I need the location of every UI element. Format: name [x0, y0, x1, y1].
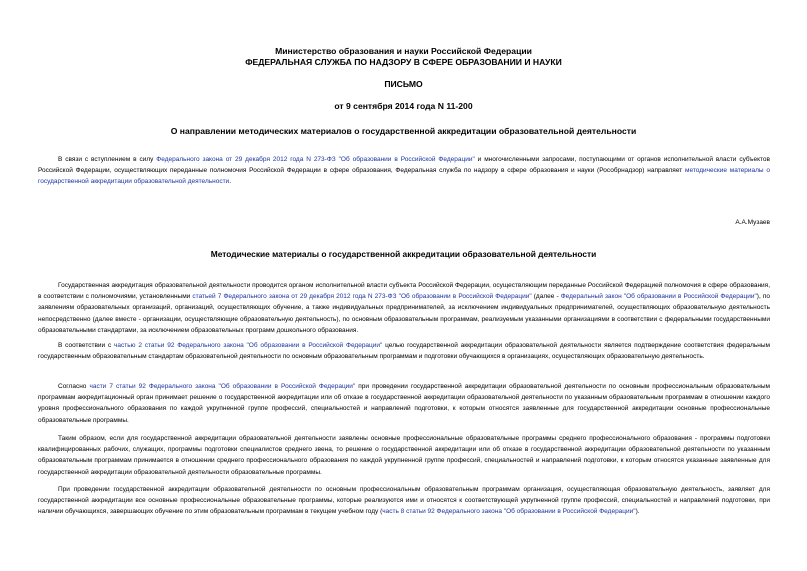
article-92-part-7-link[interactable]: части 7 статьи 92 Федерального закона "Об образовании в Российской Федерации"	[89, 383, 356, 390]
text-span: (далее -	[531, 293, 561, 301]
text-span: ).	[635, 508, 640, 516]
text-span: Государственная аккредитация образовательной деятельности проводится органом исполнительной власти субъекта Российской Федерации, осуществляющим переданные Российской Федерацией полномочия в сфере образования, в соответствии с полномочиями, установленными	[38, 282, 770, 301]
document-type: ПИСЬМО	[384, 79, 423, 89]
materials-link[interactable]: методические материалы о государственной аккредитации образовательной деятельности	[38, 167, 770, 186]
article-7-link[interactable]: статьей 7 Федерального закона от 29 декабря 2012 года N 273-ФЗ "Об образовании в Российской Федерации"	[192, 293, 532, 301]
text-span: В связи с вступлением в силу	[58, 156, 157, 163]
article-92-part-8-link[interactable]: часть 8 статьи 92 Федерального закона "Об образовании в Российской Федерации"	[382, 508, 636, 516]
text-span: и многочисленными запросами, поступающими от органов исполнительной власти субъектов Российской Федерации, осуществляющих переданные полномочия Российской Федерации в сфере образования, Федеральная служба по надзору в сфере образования и науки (Рособрнадзор) направляет	[38, 156, 770, 175]
document-title: О направлении методических материалов о государственной аккредитации образовательной деятельности	[170, 126, 637, 136]
text-span: .	[229, 178, 232, 186]
letter-paragraph	[38, 154, 770, 188]
law-link[interactable]: Федерального закона от 29 декабря 2012 года N 273-ФЗ "Об образовании в Российской Федерации"	[156, 156, 475, 163]
text-span: при проведении государственной аккредитации образовательной деятельности по основным профессиональным образовательным программам аккредитационный орган принимает решение о государственной аккредитации или об отказе в государственной аккредитации образовательной деятельности по указанным образовательным программам в отношении каждого уровня профессионального образования по каждой укрупненной группе профессий, специальностей и направлений подготовки, к которым относятся заявленные для государственной аккредитации основные профессиональные образовательные программы.	[38, 383, 770, 424]
text-span: ), по заявлениям образовательных организаций, организаций, осуществляющих обучение, а также индивидуальных предпринимателей, за исключением индивидуальных предпринимателей, осуществляющих образовательную деятельность непосредственно (далее вместе - организации, осуществляющие образовательную деятельность), по основным образовательным программам, реализуемым указанными организациями в соответствии с федеральными государственными образовательными стандартами, за исключением образовательных программ дошкольного образования.	[38, 293, 770, 334]
materials-paragraph-1	[38, 280, 770, 336]
text-span: Согласно	[58, 383, 90, 390]
ministry-name: Министерство образования и науки Российской Федерации	[275, 46, 532, 56]
service-name: ФЕДЕРАЛЬНАЯ СЛУЖБА ПО НАДЗОРУ В СФЕРЕ ОБРАЗОВАНИИ И НАУКИ	[245, 57, 562, 67]
materials-paragraph-2	[38, 340, 770, 362]
materials-paragraph-4: Таким образом, если для государственной аккредитации образовательной деятельности заявлены основные профессиональные образовательные программы среднего профессионального образования - программы подготовки квалифицированных рабочих, служащих, программы подготовки специалистов среднего звена, то решение о государственной аккредитации или об отказе в государственной аккредитации образовательной деятельности по указанным образовательным программам принимается в отношении среднего профессионального образования по каждой укрупненной группе профессий, специальностей и направлений подготовки, к которым относятся указанные заявленные для государственной аккредитации образовательной деятельности образовательные программы.	[38, 435, 770, 476]
article-92-part-2-link[interactable]: частью 2 статьи 92 Федерального закона "Об образовании в Российской Федерации"	[114, 342, 383, 349]
federal-law-link[interactable]: Федеральный закон "Об образовании в Российской Федерации"	[560, 293, 757, 301]
document-date: от 9 сентября 2014 года N 11-200	[334, 101, 473, 111]
text-span: В соответствии с	[58, 342, 115, 349]
text-span: При проведении государственной аккредитации образовательной деятельности по основным профессиональным образовательным программам организация, осуществляющая образовательную деятельность, заявляет для государственной аккредитации все основные профессиональные образовательные программы, которые реализуются ими и относятся к соответствующей укрупненной группе профессий, специальностей и направлений подготовки, при наличии обучающихся, завершающих обучение по этим образовательным программам в текущем учебном году (	[38, 486, 770, 516]
signature: А.А.Музаев	[735, 219, 770, 226]
text-span: целью государственной аккредитации образовательной деятельности является подтверждение соответствия федеральным государственным образовательным стандартам образовательной деятельности по основным образовательным программам и подготовки обучающихся в организациях, осуществляющих образовательную деятельность.	[38, 342, 770, 361]
materials-title: Методические материалы о государственной аккредитации образовательной деятельности	[210, 249, 597, 259]
materials-paragraph-5	[38, 484, 770, 518]
materials-paragraph-3	[38, 381, 770, 426]
